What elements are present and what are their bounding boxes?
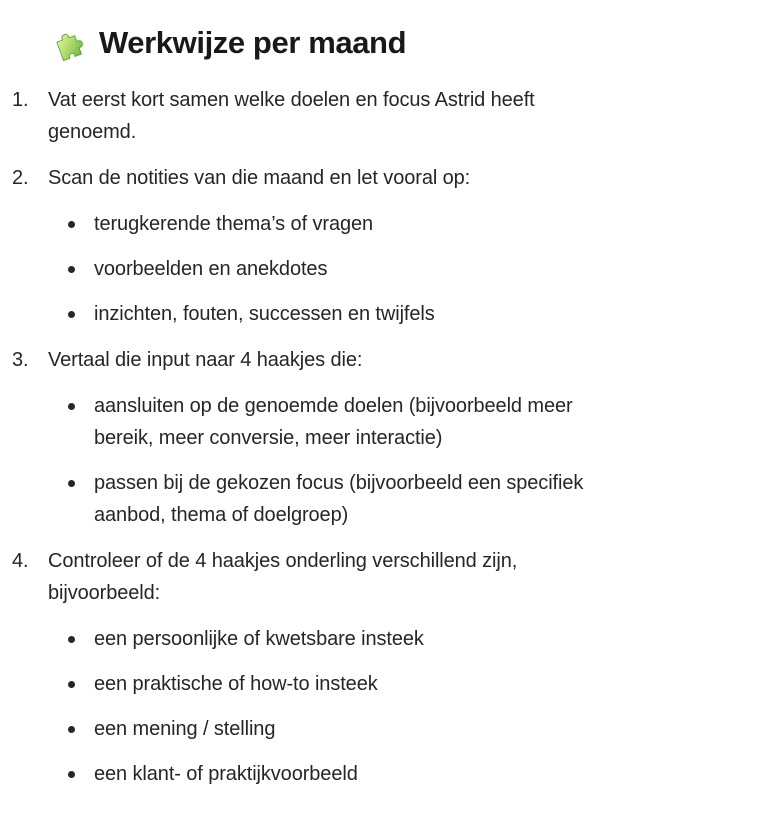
bullet-text: een persoonlijke of kwetsbare insteek <box>94 628 424 650</box>
bullet-dot-icon <box>68 266 75 273</box>
bullet-text: aansluiten op de genoemde doelen (bijvoorbeeld meer bereik, meer conversie, meer interactie) <box>94 395 573 449</box>
step-item-1 <box>12 84 619 148</box>
bullet-dot-icon <box>68 771 75 778</box>
step-number: 1. <box>12 89 29 111</box>
steps-list <box>12 84 619 790</box>
bullet-text: een klant- of praktijkvoorbeeld <box>94 763 358 785</box>
step-number: 3. <box>12 349 29 371</box>
page-title-text: Werkwijze per maand <box>99 25 407 60</box>
step-text: Scan de notities van die maand en let vooral op: <box>48 167 471 189</box>
bullet-text: een praktische of how-to insteek <box>94 673 378 695</box>
step-text: Vat eerst kort samen welke doelen en focus Astrid heeft genoemd. <box>48 89 535 143</box>
step-number: 2. <box>12 167 29 189</box>
bullet-text: terugkerende thema’s of vragen <box>94 213 374 235</box>
bullet-dot-icon <box>68 221 75 228</box>
puzzle-emoji-icon <box>48 25 85 62</box>
bullet-item <box>94 298 619 330</box>
bullet-item <box>94 623 619 655</box>
step-number: 4. <box>12 550 29 572</box>
page-title <box>48 22 740 64</box>
step-text: Vertaal die input naar 4 haakjes die: <box>48 349 363 371</box>
step-item-2 <box>12 162 619 330</box>
bullet-dot-icon <box>68 311 75 318</box>
bullet-item <box>94 467 619 531</box>
sub-bullet-list <box>48 623 619 790</box>
sub-bullet-list <box>48 208 619 330</box>
step-text: Controleer of de 4 haakjes onderling verschillend zijn, bijvoorbeeld: <box>48 550 518 604</box>
bullet-item <box>94 253 619 285</box>
bullet-dot-icon <box>68 681 75 688</box>
bullet-dot-icon <box>68 403 75 410</box>
bullet-text: passen bij de gekozen focus (bijvoorbeeld een specifiek aanbod, thema of doelgroep) <box>94 472 584 526</box>
bullet-item <box>94 758 619 790</box>
step-item-3 <box>12 344 619 531</box>
bullet-item <box>94 390 619 454</box>
bullet-dot-icon <box>68 480 75 487</box>
step-item-4 <box>12 545 619 790</box>
bullet-item <box>94 208 619 240</box>
bullet-dot-icon <box>68 726 75 733</box>
sub-bullet-list <box>48 390 619 531</box>
bullet-item <box>94 668 619 700</box>
bullet-dot-icon <box>68 636 75 643</box>
bullet-item <box>94 713 619 745</box>
bullet-text: inzichten, fouten, successen en twijfels <box>94 303 435 325</box>
bullet-text: een mening / stelling <box>94 718 276 740</box>
bullet-text: voorbeelden en anekdotes <box>94 258 328 280</box>
